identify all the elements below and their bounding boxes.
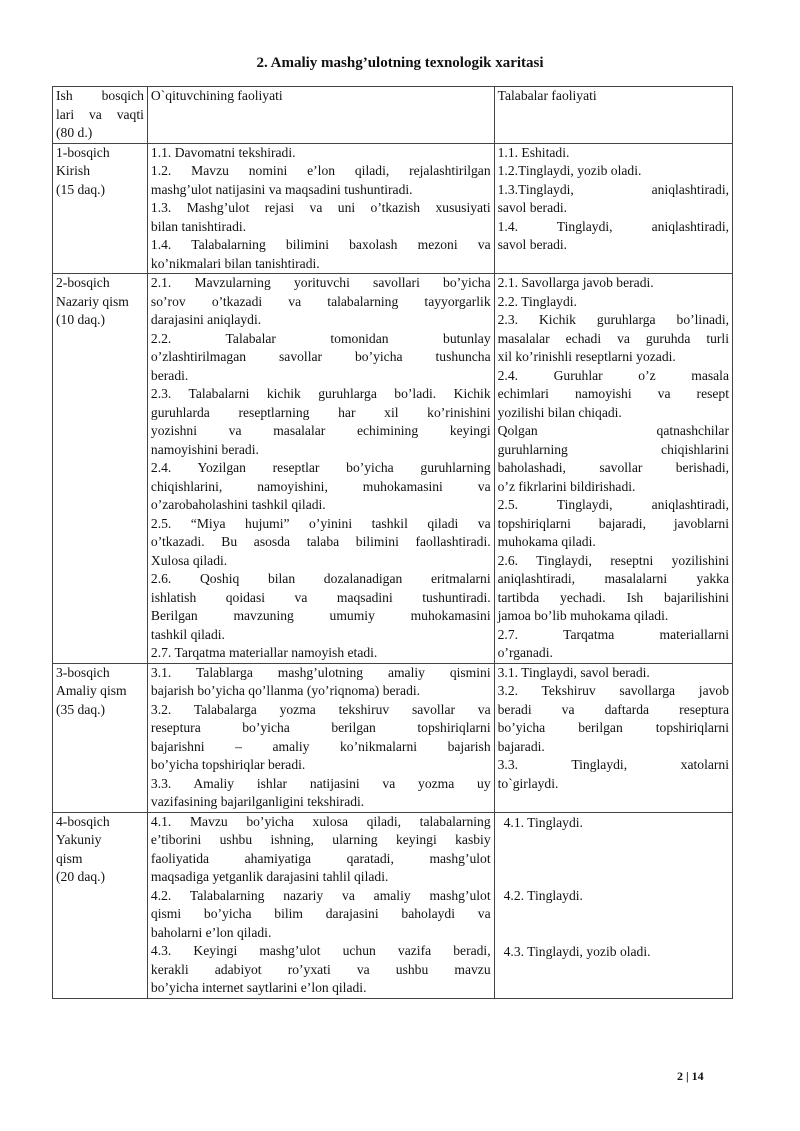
student-line: yozilishi bilan chiqadi.	[497, 404, 622, 420]
teacher-line: yozishni va masalalar echimining keyingi	[150, 423, 491, 438]
student-line: 1.2.Tinglaydi, yozib oladi.	[497, 163, 642, 178]
student-line: 3.3. Tinglaydi, xatolarni	[497, 757, 729, 772]
teacher-line: ko’nikmalari bilan tanishtiradi.	[150, 255, 320, 271]
teacher-line: Berilgan mavzuning umumiy muhokamasini	[150, 608, 491, 623]
stage-line: (35 daq.)	[56, 701, 106, 717]
stage-line: Amaliy qism	[56, 683, 127, 698]
teacher-line: 1.3. Mashg’ulot rejasi va uni o’tkazish xususiyati	[150, 200, 491, 215]
stage-line: 1-bosqich	[56, 144, 110, 160]
student-line: 2.7. Tarqatma materiallarni	[497, 626, 729, 642]
student-line: Qolgan qatnashchilar	[497, 423, 729, 438]
teacher-line: so’rov o’tkazadi va talabalarning tayyorgarlik	[150, 293, 491, 309]
student-line: 2.6. Tinglaydi, reseptni yozilishini	[497, 552, 729, 568]
student-activity-cell	[494, 812, 732, 998]
teacher-line: 4.1. Mavzu bo’yicha xulosa qiladi, talabalarning	[150, 813, 491, 829]
student-line: 1.1. Eshitadi.	[497, 144, 570, 160]
student-line: xil ko’rinishli reseptlarni yozadi.	[497, 349, 676, 364]
student-activity-cell	[494, 663, 732, 812]
student-line: baholashadi, savollar berishadi,	[497, 460, 729, 475]
teacher-line: 2.5. “Miya hujumi” o’yinini tashkil qiladi va	[150, 515, 491, 531]
teacher-line: faoliyatida ahamiyatiga qaratadi, mashg’ulot	[150, 850, 491, 866]
stage-line: (10 daq.)	[56, 312, 106, 327]
stage-line: 3-bosqich	[56, 664, 110, 680]
student-line: 2.4. Guruhlar o’z masala	[497, 367, 729, 383]
teacher-line: 1.2. Mavzu nomini e’lon qiladi, rejalashtirilgan	[150, 163, 491, 178]
header-student-activity: Talabalar faoliyati	[494, 87, 732, 144]
header-teacher-activity: O`qituvchining faoliyati	[147, 87, 494, 144]
teacher-line: 2.4. Yozilgan reseptlar bo’yicha guruhlarning	[150, 460, 491, 475]
student-line: o’z fikrlarini bildirishadi.	[497, 478, 636, 494]
teacher-line: o’zlashtirilmagan savollar bo’yicha tushuncha	[150, 349, 491, 364]
header-stage-line: Ish bosqich	[56, 88, 144, 103]
teacher-line: maqsadiga yetganlik darajasini tahlil qiladi.	[150, 869, 389, 884]
student-line: savol beradi.	[497, 200, 568, 215]
teacher-line: 1.4. Talabalarning bilimini baxolash mezoni va	[150, 237, 491, 252]
page-number: 2 | 14	[677, 1069, 704, 1083]
stage-line: Kirish	[56, 163, 90, 178]
student-activity-cell	[494, 143, 732, 274]
student-line: bo’yicha berilgan topshiriqlarni	[497, 720, 729, 735]
teacher-line: bilan tanishtiradi.	[150, 218, 247, 234]
student-line: muhokama qiladi.	[497, 534, 596, 549]
student-line: 1.3.Tinglaydi, aniqlashtiradi,	[497, 181, 729, 197]
header-stage-time	[53, 87, 148, 144]
student-line: 4.1. Tinglaydi.	[503, 814, 583, 830]
teacher-line: kerakli adabiyot ro’yxati va ushbu mavzu	[150, 961, 491, 977]
table-row	[53, 274, 733, 664]
teacher-line: darajasini aniqlaydi.	[150, 312, 262, 327]
student-line: jamoa bo’lib muhokama qiladi.	[497, 608, 669, 623]
student-line: 2.2. Tinglaydi.	[497, 293, 577, 309]
stage-line: (15 daq.)	[56, 181, 106, 197]
technology-map-table	[52, 86, 733, 999]
student-line: 4.2. Tinglaydi.	[503, 888, 583, 903]
student-line: echimlari namoyishi va resept	[497, 386, 729, 401]
teacher-line: 2.7. Tarqatma materiallar namoyish etadi.	[150, 645, 378, 660]
student-activity-cell	[494, 274, 732, 664]
student-line: bajaradi.	[497, 738, 545, 754]
student-line: 2.5. Tinglaydi, aniqlashtiradi,	[497, 497, 729, 512]
teacher-line: 2.3. Talabalarni kichik guruhlarga bo’ladi. Kichik	[150, 386, 491, 401]
teacher-line: namoyishini beradi.	[150, 441, 259, 457]
teacher-activity-cell	[147, 812, 494, 998]
table-row	[53, 143, 733, 274]
stage-cell	[53, 812, 148, 998]
stage-cell	[53, 663, 148, 812]
student-line: to`girlaydi.	[497, 775, 559, 791]
teacher-line: ishlatish qoidasi va maqsadini tushuntiradi.	[150, 589, 491, 605]
student-line: o’rganadi.	[497, 645, 553, 660]
stage-line: Yakuniy	[56, 832, 102, 847]
student-line: topshiriqlarni bajaradi, javoblarni	[497, 515, 729, 531]
teacher-line: e’tiborini ushbu ishning, ularning keyingi kasbiy	[150, 832, 491, 847]
stage-cell	[53, 274, 148, 664]
teacher-line: guruhlarda reseptlarning har xil ko’rinishini	[150, 404, 491, 420]
student-line: tartibda yechadi. Ish bajarilishini	[497, 589, 729, 605]
stage-line: (20 daq.)	[56, 869, 106, 884]
teacher-line: 2.1. Mavzularning yorituvchi savollari bo’yicha	[150, 275, 491, 290]
teacher-line: chiqishlarini, namoyishini, muhokamasini va	[150, 478, 491, 494]
document-title: 2. Amaliy mashg’ulotning texnologik xaritasi	[256, 55, 544, 71]
teacher-line: 4.3. Keyingi mashg’ulot uchun vazifa beradi,	[150, 943, 491, 958]
teacher-line: reseptura bo’yicha berilgan topshiriqlarni	[150, 720, 491, 735]
table-row	[53, 812, 733, 998]
student-line: 3.1. Tinglaydi, savol beradi.	[497, 664, 650, 680]
teacher-line: qismi bo’yicha bilim darajasini baholaydi va	[150, 906, 491, 921]
teacher-line: o’tkazadi. Bu asosda talaba bilimini faollashtiradi.	[150, 534, 491, 549]
teacher-line: 3.2. Talabalarga yozma tekshiruv savollar va	[150, 701, 491, 717]
header-stage-line: lari va vaqti	[56, 106, 144, 122]
teacher-line: 2.6. Qoshiq bilan dozalanadigan eritmalarni	[150, 571, 491, 586]
stage-line: 2-bosqich	[56, 275, 110, 290]
stage-line: 4-bosqich	[56, 813, 110, 829]
student-line: 3.2. Tekshiruv savollarga javob	[497, 683, 729, 698]
teacher-line: bajarishni – amaliy ko’nikmalarni bajarish	[150, 738, 491, 754]
teacher-line: tashkil qiladi.	[150, 626, 225, 642]
teacher-line: bajarish bo’yicha qo’llanma (yo’riqnoma) beradi.	[150, 683, 421, 698]
teacher-line: bo’yicha internet saytlarini e’lon qiladi.	[150, 980, 367, 995]
header-stage-line: (80 d.)	[56, 125, 93, 140]
teacher-line: mashg’ulot natijasini va maqsadini tushuntiradi.	[150, 181, 413, 197]
student-line: masalalar echadi va guruhda turli	[497, 330, 729, 346]
stage-line: Nazariy qism	[56, 293, 129, 309]
teacher-activity-cell	[147, 143, 494, 274]
student-line: aniqlashtiradi, masalalarni yakka	[497, 571, 729, 586]
teacher-line: Xulosa qiladi.	[150, 552, 228, 568]
teacher-activity-cell	[147, 663, 494, 812]
student-line: 2.3. Kichik guruhlarga bo’linadi,	[497, 312, 729, 327]
teacher-line: 1.1. Davomatni tekshiradi.	[150, 144, 296, 160]
teacher-line: beradi.	[150, 367, 189, 383]
stage-line: qism	[56, 850, 83, 866]
teacher-line: o’zarobaholashini tashkil qiladi.	[150, 497, 326, 512]
teacher-line: vazifasining bajarilganligini tekshiradi.	[150, 794, 365, 809]
teacher-line: 4.2. Talabalarning nazariy va amaliy mashg’ulot	[150, 887, 491, 903]
table-header-row	[53, 87, 733, 144]
table-row	[53, 663, 733, 812]
teacher-line: bo’yicha topshiriqlar beradi.	[150, 757, 306, 772]
student-line: 2.1. Savollarga javob beradi.	[497, 275, 654, 290]
teacher-activity-cell	[147, 274, 494, 664]
teacher-line: 3.3. Amaliy ishlar natijasini va yozma uy	[150, 775, 491, 791]
student-line: 1.4. Tinglaydi, aniqlashtiradi,	[497, 218, 729, 234]
teacher-line: 2.2. Talabalar tomonidan butunlay	[150, 330, 491, 346]
student-line: guruhlarning chiqishlarini	[497, 441, 729, 457]
teacher-line: 3.1. Talablarga mashg’ulotning amaliy qismini	[150, 664, 491, 680]
student-line: beradi va daftarda reseptura	[497, 701, 729, 717]
stage-cell	[53, 143, 148, 274]
teacher-line: baholarni e’lon qiladi.	[150, 924, 272, 940]
student-line: savol beradi.	[497, 237, 568, 252]
student-line: 4.3. Tinglaydi, yozib oladi.	[503, 943, 651, 959]
